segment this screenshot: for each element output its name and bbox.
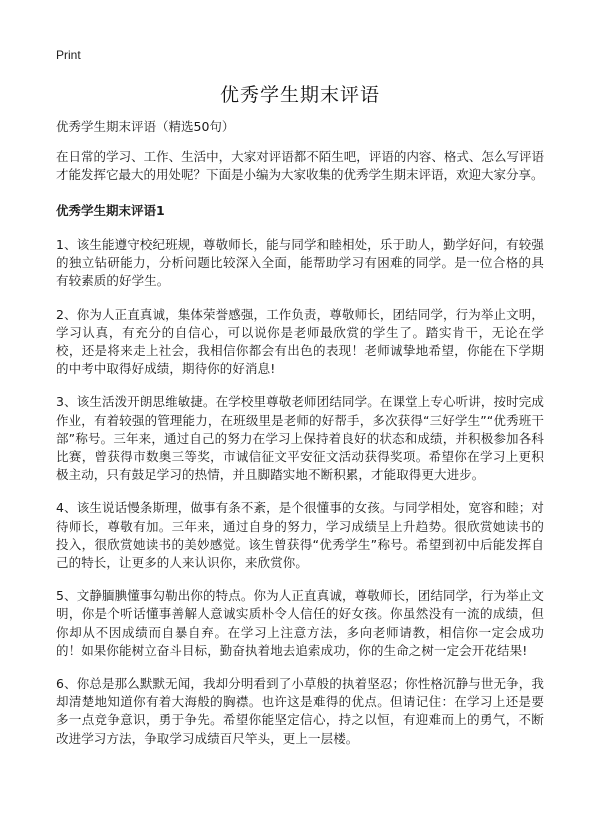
comment-paragraph-4: 4、该生说话慢条斯理，做事有条不紊，是个很懂事的女孩。与同学相处，宽容和睦；对待师长，尊敬有加。三年来，通过自身的努力，学习成绩呈上升趋势。很欣赏她读书的投入，很欣赏她读书的美妙感觉。该生曾获得“优秀学生”称号。希望到初中后能发挥自己的特长，让更多的人来认识你，来欣赏你。 [56, 500, 544, 571]
comment-paragraph-3: 3、该生活泼开朗思维敏捷。在学校里尊敬老师团结同学。在课堂上专心听讲，按时完成作业，有着较强的管理能力，在班级里是老师的好帮手，多次获得“三好学生”“优秀班干部”称号。三年来，通过自己的努力在学习上保持着良好的状态和成绩，并积极参加各科比赛，曾获得市数奥三等奖，市诚信征文平安征文活动获得奖项。希望你在学习上更积极主动，只有鼓足学习的热情，并且脚踏实地不断积累，才能取得更大进步。 [56, 394, 544, 483]
intro-paragraph: 在日常的学习、工作、生活中，大家对评语都不陌生吧，评语的内容、格式、怎么写评语才能发挥它最大的用处呢？下面是小编为大家收集的优秀学生期末评语，欢迎大家分享。 [56, 149, 544, 182]
document-body [56, 118, 544, 763]
print-link[interactable]: Print [56, 48, 81, 62]
section-heading: 优秀学生期末评语1 [56, 203, 165, 218]
comment-paragraph-5: 5、文静腼腆懂事勾勒出你的特点。你为人正直真诚，尊敬师长，团结同学，行为举止文明，你是个听话懂事善解人意诚实质朴令人信任的好女孩。你虽然没有一流的成绩，但你却从不因成绩而自暴自弃。在学习上注意方法，多向老师请教，相信你一定会成功的！如果你能树立奋斗目标，勤奋执着地去追索成功，你的生命之树一定会开花结果! [56, 588, 544, 658]
comment-paragraph-6: 6、你总是那么默默无闻，我却分明看到了小草般的执着坚忍；你性格沉静与世无争，我却清楚地知道你有着大海般的胸襟。也许这是难得的优点。但请记住：在学习上还是要多一点竞争意识，勇于争先。希望你能坚定信心，持之以恒，有迎难而上的勇气，不断改进学习方法，争取学习成绩百尺竿头，更上一层楼。 [56, 676, 544, 746]
comment-paragraph-1: 1、该生能遵守校纪班规，尊敬师长，能与同学和睦相处，乐于助人，勤学好问，有较强的独立钻研能力，分析问题比较深入全面，能帮助学习有困难的同学。是一位合格的具有较素质的好学生。 [56, 237, 544, 289]
document-subtitle: 优秀学生期末评语（精选50句） [56, 119, 235, 134]
comment-paragraph-2: 2、你为人正直真诚，集体荣誉感强，工作负责，尊敬师长，团结同学，行为举止文明，学习认真，有充分的自信心，可以说你是老师最欣赏的学生了。踏实肯干，无论在学校，还是将来走上社会，我相信你都会有出色的表现！老师诚挚地希望，你能在下学期的中考中取得好成绩，期待你的好消息! [56, 306, 544, 377]
page-title: 优秀学生期末评语 [219, 84, 380, 106]
